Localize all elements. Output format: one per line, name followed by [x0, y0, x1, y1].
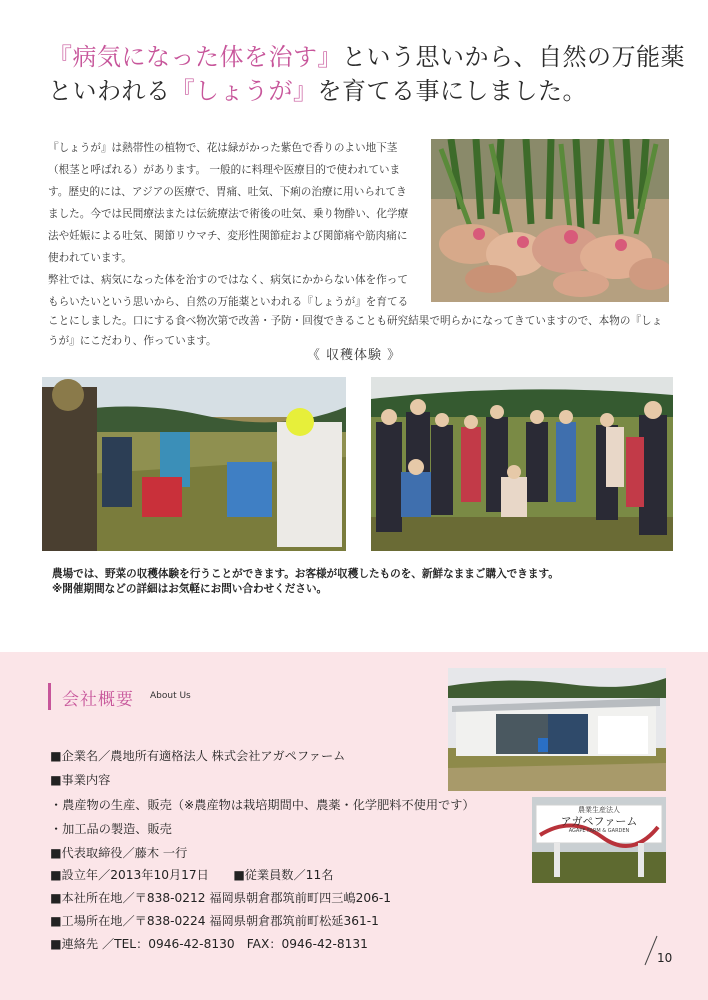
headline-text-2b: を育てる事にしました。 — [317, 77, 587, 105]
company-title: 会社概要 — [62, 690, 134, 710]
caption-line: 農場では、野菜の収穫体験を行うことができます。お客様が収穫したものを、新鮮なままご購入できます。 — [52, 568, 559, 580]
company-info-line: ■代表取締役／藤木 一行 — [50, 846, 188, 860]
headline — [48, 40, 688, 108]
company-info-line: ■工場所在地／〒838-0224 福岡県朝倉郡筑前町松延361-1 — [50, 914, 379, 928]
company-info-line: ■連絡先 ／TEL：0946-42-8130 FAX：0946-42-8131 — [50, 937, 368, 951]
intro-line: す。歴史的には、アジアの医療で、胃痛、吐気、下痢の治療に用いられてき — [48, 186, 407, 198]
headline-line-1 — [48, 40, 688, 74]
harvest-photo-left — [42, 377, 346, 551]
sign-line-1: 農業生産法人 — [578, 806, 620, 814]
company-info-line: ・加工品の製造、販売 — [50, 822, 172, 836]
intro-line: ました。今では民間療法または伝統療法で術後の吐気、乗り物酔い、化学療 — [48, 208, 409, 220]
company-info-line: ■本社所在地／〒838-0212 福岡県朝倉郡筑前町四三嶋206-1 — [50, 891, 392, 905]
headline-line-2 — [48, 74, 688, 108]
intro-line: 法や妊娠による吐気、関節リウマチ、変形性関節症および関節痛や筋肉痛に — [48, 230, 408, 242]
harvest-experience-title: 《 収穫体験 》 — [306, 348, 402, 363]
ginger-photo — [431, 139, 669, 302]
harvest-caption — [52, 567, 672, 597]
intro-line: うが』にこだわり、作っています。 — [48, 335, 217, 347]
intro-line: 弊社では、病気になった体を治すのではなく、病気にかからない体を作って — [48, 274, 408, 286]
sign-line-2: アガペファーム — [560, 815, 638, 828]
headline-highlight-1: 『病気になった体を治す』 — [48, 43, 342, 71]
headline-highlight-2: 『しょうが』 — [170, 77, 318, 105]
intro-line: 『しょうが』は熱帯性の植物で、花は緑がかった紫色で香りのよい地下茎 — [48, 142, 398, 154]
intro-line: （根茎と呼ばれる）があります。 一般的に料理や医療目的で使われていま — [48, 164, 401, 176]
intro-line: もらいたいという思いから、自然の万能薬といわれる『しょうが』を育てる — [48, 296, 409, 308]
sign-line-3: AGAPE FARM & GARDEN — [568, 828, 630, 834]
company-subtitle: About Us — [150, 691, 191, 701]
farm-sign-photo — [532, 797, 666, 883]
headline-text-2a: といわれる — [48, 77, 171, 105]
intro-line: 使われています。 — [48, 252, 132, 264]
intro-paragraph — [48, 137, 412, 313]
farm-building-photo — [448, 668, 666, 791]
company-info-line: ■事業内容 — [50, 773, 111, 787]
page-number: 10 — [657, 951, 673, 965]
company-info-line: ■設立年／2013年10月17日 ■従業員数／11名 — [50, 868, 334, 882]
caption-line: ※開催期間などの詳細はお気軽にお問い合わせください。 — [52, 583, 328, 595]
intro-line: ことにしました。口にする食べ物次第で改善・予防・回復できることも研究結果で明らかになってきていますので、本物の『しょ — [48, 315, 663, 327]
company-info-line: ■企業名／農地所有適格法人 株式会社アガペファーム — [50, 749, 346, 763]
harvest-photo-group — [371, 377, 673, 551]
headline-text-1: という思いから、自然の万能薬 — [342, 43, 685, 71]
section-title-bar — [48, 683, 51, 710]
company-info-line: ・農産物の生産、販売（※農産物は栽培期間中、農薬・化学肥料不使用です） — [50, 798, 475, 812]
